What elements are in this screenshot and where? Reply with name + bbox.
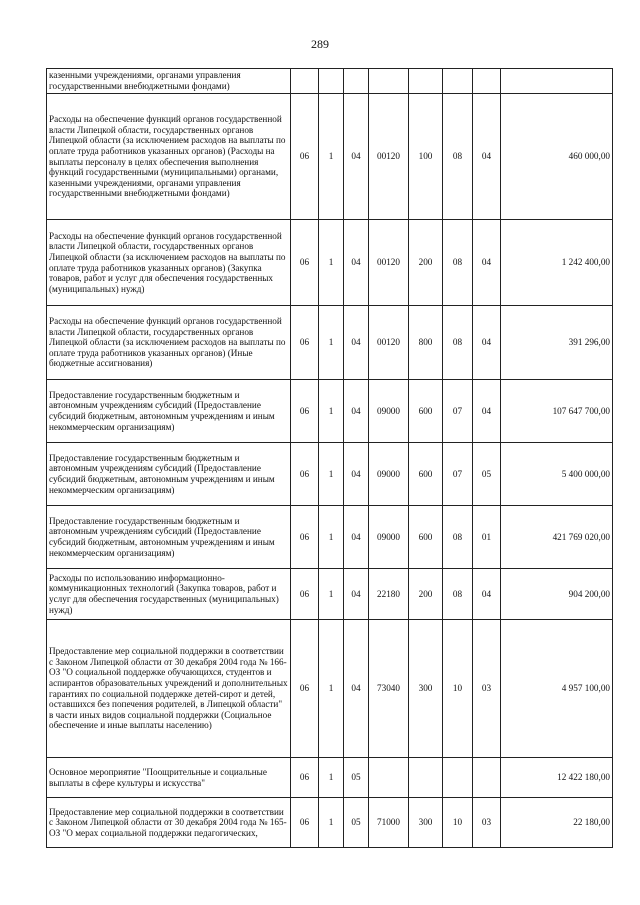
cell-code-2: 1 [319, 220, 344, 306]
cell-code-1: 06 [291, 306, 319, 380]
cell-code-7: 01 [473, 506, 501, 569]
cell-code-5 [409, 69, 443, 94]
table-row [47, 306, 613, 380]
cell-code-6: 10 [443, 620, 473, 758]
cell-name: Предоставление государственным бюджетным и автономным учреждениям субсидий (Предоставление субсидий бюджетным, автономным учреждениям и иным некоммерческим организациям) [47, 443, 291, 506]
cell-code-3: 04 [344, 94, 369, 220]
cell-code-3: 05 [344, 758, 369, 798]
cell-code-6: 08 [443, 506, 473, 569]
page-number: 289 [311, 37, 329, 51]
cell-code-4: 73040 [369, 620, 409, 758]
cell-code-2: 1 [319, 569, 344, 620]
cell-name: казенными учреждениями, органами управления государственными внебюджетными фондами) [47, 69, 291, 94]
cell-amount: 107 647 700,00 [501, 380, 613, 443]
table-row [47, 220, 613, 306]
cell-code-3: 05 [344, 798, 369, 848]
cell-name: Расходы на обеспечение функций органов государственной власти Липецкой области, государственных органов Липецкой области (за исключением расходов на выплаты по оплате труда работников указанных органов) (Закупка товаров, работ и услуг для обеспечения государственных (муниципальных) нужд) [47, 220, 291, 306]
cell-code-7: 03 [473, 798, 501, 848]
cell-code-4: 00120 [369, 220, 409, 306]
cell-name: Предоставление государственным бюджетным и автономным учреждениям субсидий (Предоставление субсидий бюджетным, автономным учреждениям и иным некоммерческим организациям) [47, 380, 291, 443]
table-row [47, 506, 613, 569]
table-row [47, 443, 613, 506]
cell-code-3: 04 [344, 506, 369, 569]
cell-code-2: 1 [319, 94, 344, 220]
budget-table-body [47, 69, 613, 848]
cell-code-5: 600 [409, 380, 443, 443]
cell-code-1: 06 [291, 620, 319, 758]
cell-amount: 22 180,00 [501, 798, 613, 848]
cell-amount: 5 400 000,00 [501, 443, 613, 506]
cell-name: Основное мероприятие "Поощрительные и социальные выплаты в сфере культуры и искусства" [47, 758, 291, 798]
cell-code-1: 06 [291, 798, 319, 848]
cell-code-4: 09000 [369, 443, 409, 506]
cell-code-5 [409, 758, 443, 798]
cell-code-7 [473, 758, 501, 798]
cell-code-2: 1 [319, 380, 344, 443]
cell-code-4: 00120 [369, 306, 409, 380]
cell-code-6: 08 [443, 569, 473, 620]
table-row [47, 758, 613, 798]
cell-code-5: 800 [409, 306, 443, 380]
cell-code-6: 08 [443, 94, 473, 220]
cell-code-3: 04 [344, 620, 369, 758]
cell-code-4: 09000 [369, 380, 409, 443]
cell-code-5: 600 [409, 506, 443, 569]
cell-amount: 391 296,00 [501, 306, 613, 380]
cell-code-1: 06 [291, 569, 319, 620]
cell-code-3: 04 [344, 220, 369, 306]
cell-code-1: 06 [291, 220, 319, 306]
cell-code-3 [344, 69, 369, 94]
cell-code-4: 22180 [369, 569, 409, 620]
cell-code-2: 1 [319, 798, 344, 848]
cell-amount: 904 200,00 [501, 569, 613, 620]
cell-code-1: 06 [291, 380, 319, 443]
cell-code-2 [319, 69, 344, 94]
cell-code-3: 04 [344, 306, 369, 380]
cell-code-5: 300 [409, 798, 443, 848]
cell-code-2: 1 [319, 620, 344, 758]
table-row [47, 380, 613, 443]
cell-code-7: 03 [473, 620, 501, 758]
cell-code-1: 06 [291, 506, 319, 569]
cell-code-1 [291, 69, 319, 94]
table-row [47, 620, 613, 758]
cell-name: Предоставление государственным бюджетным и автономным учреждениям субсидий (Предоставление субсидий бюджетным, автономным учреждениям и иным некоммерческим организациям) [47, 506, 291, 569]
cell-code-5: 100 [409, 94, 443, 220]
cell-code-4: 71000 [369, 798, 409, 848]
cell-code-7: 04 [473, 569, 501, 620]
cell-code-5: 300 [409, 620, 443, 758]
cell-code-6: 07 [443, 380, 473, 443]
cell-code-7: 05 [473, 443, 501, 506]
cell-code-2: 1 [319, 758, 344, 798]
cell-name: Расходы на обеспечение функций органов государственной власти Липецкой области, государственных органов Липецкой области (за исключением расходов на выплаты по оплате труда работников указанных органов) (Иные бюджетные ассигнования) [47, 306, 291, 380]
cell-code-1: 06 [291, 758, 319, 798]
cell-code-5: 200 [409, 569, 443, 620]
cell-code-6 [443, 69, 473, 94]
cell-code-3: 04 [344, 569, 369, 620]
cell-name: Расходы на обеспечение функций органов государственной власти Липецкой области, государственных органов Липецкой области (за исключением расходов на выплаты по оплате труда работников указанных органов) (Расходы на выплаты персоналу в целях обеспечения выполнения функций государственными (муниципальными) органами, казенными учреждениями, органами управления государственными внебюджетными фондами) [47, 94, 291, 220]
cell-name: Предоставление мер социальной поддержки в соответствии с Законом Липецкой области от 30 декабря 2004 года № 165-ОЗ "О мерах социальной поддержки педагогических, [47, 798, 291, 848]
cell-code-3: 04 [344, 443, 369, 506]
table-row [47, 569, 613, 620]
cell-code-4 [369, 69, 409, 94]
cell-code-2: 1 [319, 506, 344, 569]
cell-name: Предоставление мер социальной поддержки в соответствии с Законом Липецкой области от 30 декабря 2004 года № 166-ОЗ "О социальной поддержке обучающихся, студентов и аспирантов образовательных учреждений и дополнительных гарантиях по социальной поддержке детей-сирот и детей, оставшихся без попечения родителей, в Липецкой области" в части иных видов социальной поддержки (Социальное обеспечение и иные выплаты населению) [47, 620, 291, 758]
cell-code-5: 600 [409, 443, 443, 506]
cell-code-7: 04 [473, 306, 501, 380]
cell-code-4 [369, 758, 409, 798]
cell-amount: 12 422 180,00 [501, 758, 613, 798]
cell-code-7: 04 [473, 220, 501, 306]
budget-table [46, 68, 613, 848]
cell-code-6: 07 [443, 443, 473, 506]
cell-code-6: 08 [443, 306, 473, 380]
cell-amount: 460 000,00 [501, 94, 613, 220]
table-row [47, 798, 613, 848]
cell-code-2: 1 [319, 443, 344, 506]
table-row [47, 94, 613, 220]
table-row [47, 69, 613, 94]
cell-code-1: 06 [291, 94, 319, 220]
cell-code-7: 04 [473, 94, 501, 220]
cell-amount: 421 769 020,00 [501, 506, 613, 569]
cell-code-4: 09000 [369, 506, 409, 569]
cell-code-7 [473, 69, 501, 94]
cell-code-6 [443, 758, 473, 798]
cell-code-7: 04 [473, 380, 501, 443]
cell-code-1: 06 [291, 443, 319, 506]
cell-code-6: 08 [443, 220, 473, 306]
cell-code-4: 00120 [369, 94, 409, 220]
cell-code-5: 200 [409, 220, 443, 306]
cell-amount [501, 69, 613, 94]
cell-amount: 1 242 400,00 [501, 220, 613, 306]
cell-amount: 4 957 100,00 [501, 620, 613, 758]
cell-code-6: 10 [443, 798, 473, 848]
cell-code-2: 1 [319, 306, 344, 380]
cell-name: Расходы по использованию информационно-коммуникационных технологий (Закупка товаров, работ и услуг для обеспечения государственных (муниципальных) нужд) [47, 569, 291, 620]
cell-code-3: 04 [344, 380, 369, 443]
